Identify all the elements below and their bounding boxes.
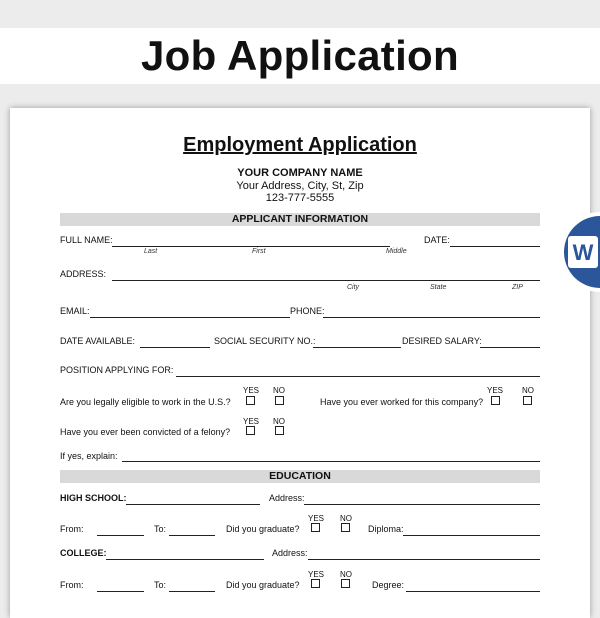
ssn-label: SOCIAL SECURITY NO.: [214,336,316,346]
desired-salary-label: DESIRED SALARY: [402,336,482,346]
phone-label: PHONE: [290,306,325,316]
college-address-field[interactable] [308,559,540,560]
college-no-label: NO [340,570,352,579]
diploma-field[interactable] [403,535,540,536]
college-label: COLLEGE: [60,548,107,558]
company-name: YOUR COMPANY NAME [237,167,363,179]
worked-no-checkbox[interactable] [523,396,532,405]
felony-yes-label: YES [243,417,260,426]
high-school-from-label: From: [60,524,84,534]
eligible-question: Are you legally eligible to work in the U.S.? [60,397,231,407]
high-school-address-field[interactable] [304,504,540,505]
felony-question: Have you ever been convicted of a felony? [60,427,231,437]
section-education: EDUCATION [60,470,540,483]
zip-caption: ZIP [512,284,523,291]
high-school-field[interactable] [126,504,260,505]
date-field[interactable] [450,246,540,247]
application-sheet [10,108,590,618]
high-school-label: HIGH SCHOOL: [60,493,127,503]
college-from-label: From: [60,580,84,590]
eligible-no-label: NO [273,386,285,395]
high-school-no-label: NO [340,514,352,523]
worked-yes-label: YES [487,386,504,395]
college-to-field[interactable] [169,591,215,592]
college-from-field[interactable] [97,591,144,592]
section-applicant-information: APPLICANT INFORMATION [60,213,540,226]
college-graduate-no-checkbox[interactable] [341,579,350,588]
college-graduate-yes-checkbox[interactable] [311,579,320,588]
first-name-caption: First [252,248,266,255]
full-name-label: FULL NAME: [60,235,113,245]
middle-name-caption: Middle [386,248,407,255]
worked-before-question: Have you ever worked for this company? [320,397,484,407]
degree-field[interactable] [406,591,540,592]
explain-label: If yes, explain: [60,451,118,461]
eligible-no-checkbox[interactable] [275,396,284,405]
felony-no-label: NO [273,417,285,426]
date-available-label: DATE AVAILABLE: [60,336,136,346]
diploma-label: Diploma: [368,524,404,534]
ssn-field[interactable] [313,347,401,348]
title-banner [0,28,600,84]
position-field[interactable] [176,376,540,377]
date-label: DATE: [424,235,450,245]
banner-title: Job Application [141,32,459,79]
felony-no-checkbox[interactable] [275,426,284,435]
company-address: Your Address, City, St, Zip [236,179,364,192]
eligible-yes-label: YES [243,386,260,395]
city-caption: City [347,284,360,291]
high-school-graduate-question: Did you graduate? [226,524,300,534]
college-to-label: To: [154,580,167,590]
high-school-from-field[interactable] [97,535,144,536]
state-caption: State [430,284,447,291]
company-block [60,167,540,205]
high-school-graduate-yes-checkbox[interactable] [311,523,320,532]
college-field[interactable] [106,559,264,560]
date-available-field[interactable] [140,347,210,348]
email-label: EMAIL: [60,306,90,316]
high-school-address-label: Address: [269,493,305,503]
felony-yes-checkbox[interactable] [246,426,255,435]
degree-label: Degree: [372,580,405,590]
desired-salary-field[interactable] [480,347,540,348]
address-label: ADDRESS: [60,269,107,279]
word-document-icon [560,212,600,292]
college-address-label: Address: [272,548,308,558]
explain-field[interactable] [122,461,540,462]
high-school-graduate-no-checkbox[interactable] [341,523,350,532]
college-graduate-question: Did you graduate? [226,580,300,590]
high-school-to-field[interactable] [169,535,215,536]
phone-field[interactable] [323,317,540,318]
word-icon-letter: W [572,240,594,265]
eligible-yes-checkbox[interactable] [246,396,255,405]
worked-no-label: NO [522,386,534,395]
college-yes-label: YES [308,570,325,579]
address-field[interactable] [112,280,540,281]
high-school-to-label: To: [154,524,167,534]
last-name-caption: Last [144,248,158,255]
position-label: POSITION APPLYING FOR: [60,365,174,375]
full-name-field[interactable] [112,246,390,247]
email-field[interactable] [90,317,290,318]
form-title: Employment Application [183,134,417,156]
worked-yes-checkbox[interactable] [491,396,500,405]
high-school-yes-label: YES [308,514,325,523]
company-phone: 123-777-5555 [265,192,335,204]
